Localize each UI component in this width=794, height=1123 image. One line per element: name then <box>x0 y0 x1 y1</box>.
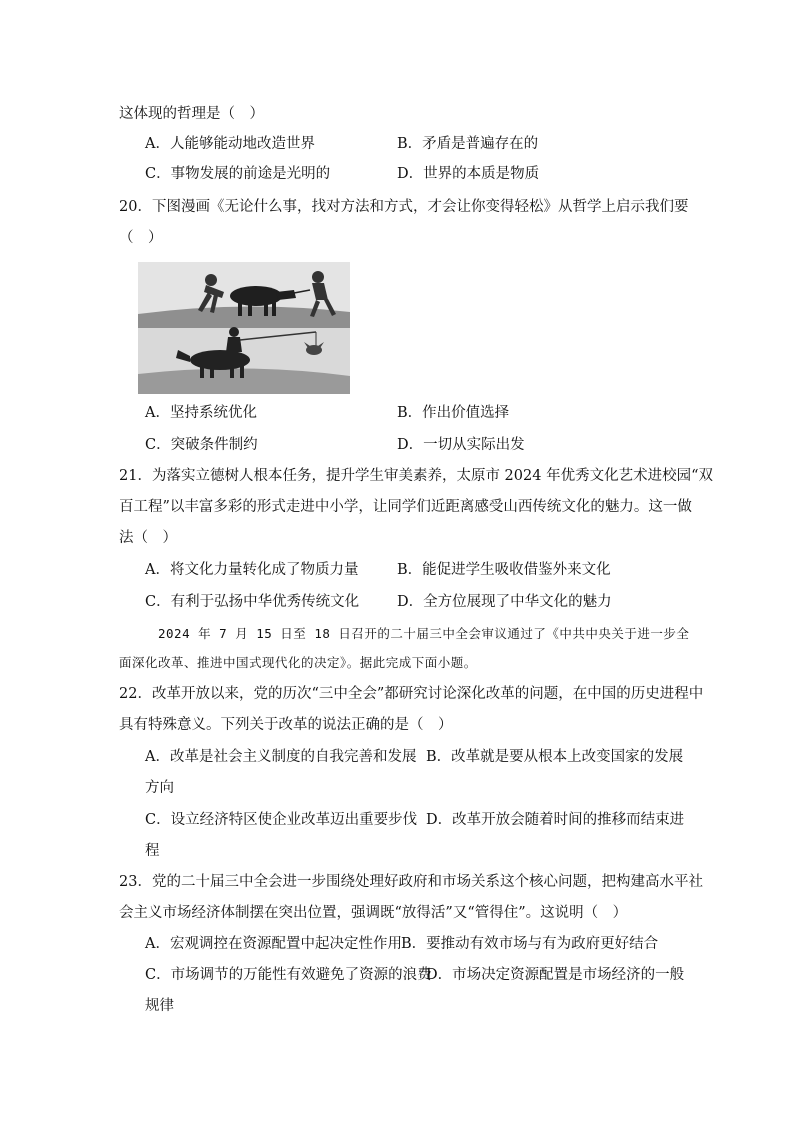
cartoon-figure <box>138 262 350 394</box>
q22-stem-line2: 具有特殊意义。下列关于改革的说法正确的是（ ） <box>119 717 453 733</box>
q23-option-d-line2: 规律 <box>145 998 174 1014</box>
q20-stem-line1: 20．下图漫画《无论什么事，找对方法和方式，才会让你变得轻松》从哲学上启示我们要 <box>119 199 689 215</box>
material-line1: 2024 年 7 月 15 日至 18 日召开的二十届三中全会审议通过了《中共中央关于进一步全 <box>158 626 690 641</box>
q23-option-d-line1: D．市场决定资源配置是市场经济的一般 <box>426 967 685 983</box>
q20-option-a: A．坚持系统优化 <box>145 405 257 421</box>
q20-option-b: B．作出价值选择 <box>397 405 510 421</box>
q20-option-d: D．一切从实际出发 <box>397 437 525 453</box>
q22-option-b-line2: 方向 <box>145 780 174 796</box>
q22-option-c: C．设立经济特区使企业改革迈出重要步伐 <box>145 812 418 828</box>
q23-option-b: B．要推动有效市场与有为政府更好结合 <box>401 936 659 952</box>
q22-option-a: A．改革是社会主义制度的自我完善和发展 <box>145 749 417 765</box>
q22-stem-line1: 22．改革开放以来，党的历次“三中全会”都研究讨论深化改革的问题，在中国的历史进程中 <box>119 686 704 702</box>
q21-option-c: C．有利于弘扬中华优秀传统文化 <box>145 594 360 610</box>
material-line2: 面深化改革、推进中国式现代化的决定》。据此完成下面小题。 <box>119 655 477 670</box>
q23-stem-line1: 23．党的二十届三中全会进一步围绕处理好政府和市场关系这个核心问题，把构建高水平社 <box>119 874 703 890</box>
q19-option-c: C．事物发展的前途是光明的 <box>145 166 331 182</box>
q21-option-a: A．将文化力量转化成了物质力量 <box>145 562 359 578</box>
q23-option-c: C．市场调节的万能性有效避免了资源的浪费 <box>145 967 432 983</box>
q19-stem: 这体现的哲理是（ ） <box>119 106 264 122</box>
q22-option-d-line1: D．改革开放会随着时间的推移而结束进 <box>426 812 685 828</box>
q21-option-d: D．全方位展现了中华文化的魅力 <box>397 594 612 610</box>
q21-stem-line3: 法（ ） <box>119 530 177 546</box>
q19-option-a: A．人能够能动地改造世界 <box>145 136 315 152</box>
q21-stem-line1: 21．为落实立德树人根本任务，提升学生审美素养，太原市 2024 年优秀文化艺术进校园“双 <box>119 468 713 484</box>
q19-option-b: B．矛盾是普遍存在的 <box>397 136 539 152</box>
q20-stem-line2: （ ） <box>119 230 163 246</box>
q20-option-c: C．突破条件制约 <box>145 437 258 453</box>
cartoon-illustration <box>138 262 350 394</box>
q21-stem-line2: 百工程”以丰富多彩的形式走进中小学，让同学们近距离感受山西传统文化的魅力。这一做 <box>119 499 692 515</box>
q22-option-d-line2: 程 <box>145 843 160 859</box>
q19-option-d: D．世界的本质是物质 <box>397 166 540 182</box>
q23-option-a: A．宏观调控在资源配置中起决定性作用 <box>145 936 402 952</box>
q22-option-b-line1: B．改革就是要从根本上改变国家的发展 <box>426 749 684 765</box>
q23-stem-line2: 会主义市场经济体制摆在突出位置，强调既“放得活”又“管得住”。这说明（ ） <box>119 905 628 921</box>
q21-option-b: B．能促进学生吸收借鉴外来文化 <box>397 562 611 578</box>
